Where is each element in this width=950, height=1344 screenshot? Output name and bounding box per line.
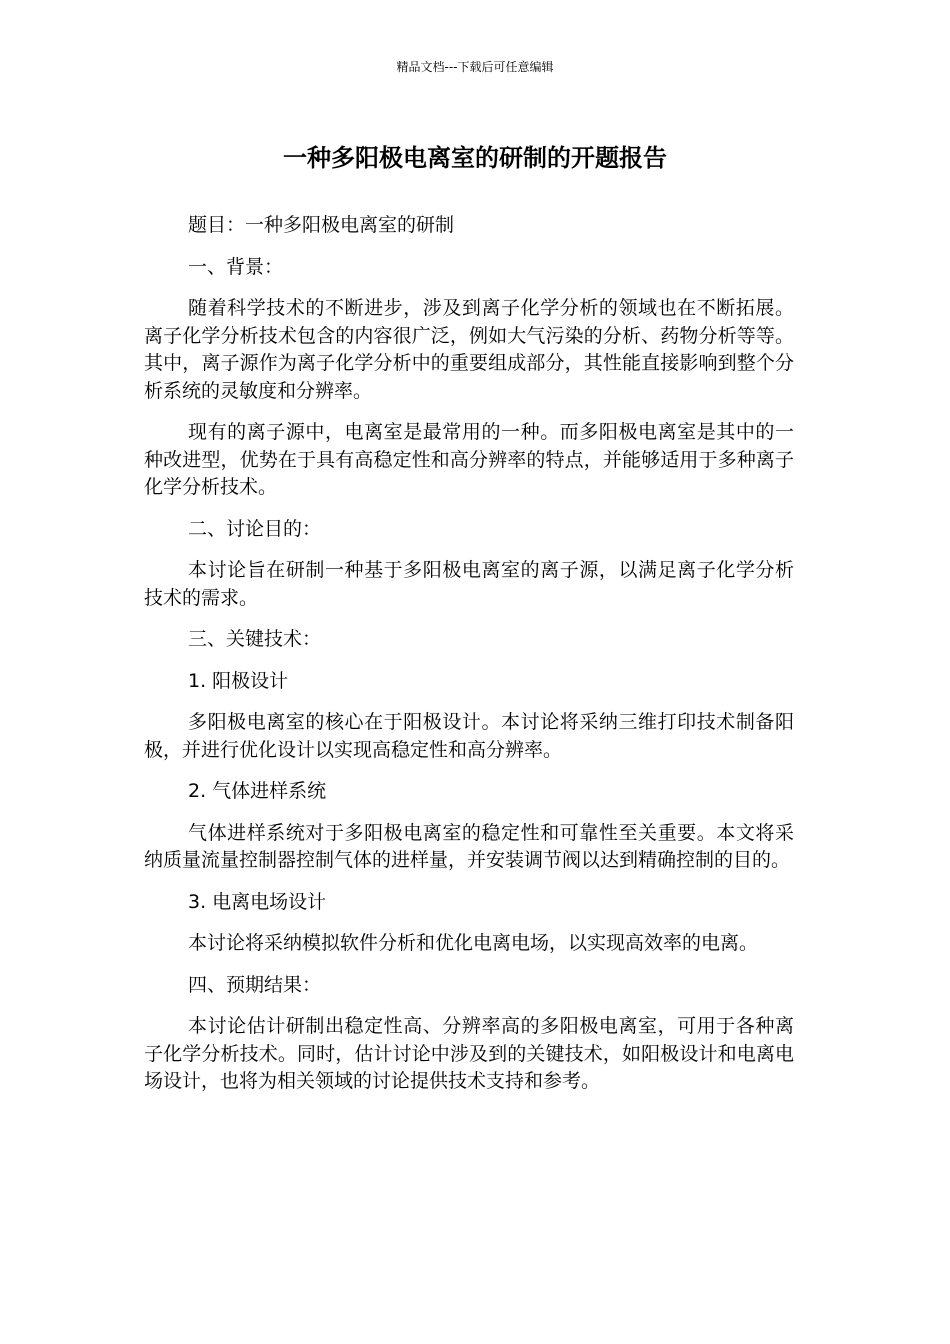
paragraph-background-2: 现有的离子源中，电离室是最常用的一种。而多阳极电离室是其中的一种改进型，优势在于具有高稳定性和高分辨率的特点，并能够适用于多种离子化学分析技术。 [144, 421, 794, 498]
section-heading-purpose: 二、讨论目的： [188, 517, 322, 540]
paragraph-purpose: 本讨论旨在研制一种基于多阳极电离室的离子源，以满足离子化学分析技术的需求。 [144, 559, 794, 609]
section-heading-key-tech: 三、关键技术： [188, 628, 322, 650]
paragraph-field-design: 本讨论将采纳模拟软件分析和优化电离电场，以实现高效率的电离。 [188, 932, 759, 954]
subheading-gas-injection: 2. 气体进样系统 [188, 780, 327, 802]
paragraph-anode-design: 多阳极电离室的核心在于阳极设计。本讨论将采纳三维打印技术制备阳极，并进行优化设计以实现高稳定性和高分辨率。 [144, 711, 794, 761]
paragraph-background-1: 随着科学技术的不断进步，涉及到离子化学分析的领域也在不断拓展。离子化学分析技术包含的内容很广泛，例如大气污染的分析、药物分析等等。其中，离子源作为离子化学分析中的重要组成部分，其性能直接影响到整个分析系统的灵敏度和分辨率。 [144, 297, 794, 402]
paragraph-gas-injection: 气体进样系统对于多阳极电离室的稳定性和可靠性至关重要。本文将采纳质量流量控制器控制气体的进样量，并安装调节阀以达到精确控制的目的。 [144, 821, 794, 871]
topic-line: 题目：一种多阳极电离室的研制 [188, 214, 455, 236]
subheading-anode-design: 1. 阳极设计 [188, 669, 289, 692]
paragraph-expected: 本讨论估计研制出稳定性高、分辨率高的多阳极电离室，可用于各种离子化学分析技术。同时，估计讨论中涉及到的关键技术，如阳极设计和电离电场设计，也将为相关领域的讨论提供技术支持和参考。 [144, 1015, 794, 1092]
subheading-field-design: 3. 电离电场设计 [188, 890, 327, 913]
document-body [144, 212, 794, 1110]
document-title: 一种多阳极电离室的研制的开题报告 [283, 144, 667, 172]
section-heading-background: 一、背景： [188, 255, 284, 278]
section-heading-expected: 四、预期结果： [188, 973, 322, 996]
header-note: 精品文档---下载后可任意编辑 [396, 60, 554, 74]
